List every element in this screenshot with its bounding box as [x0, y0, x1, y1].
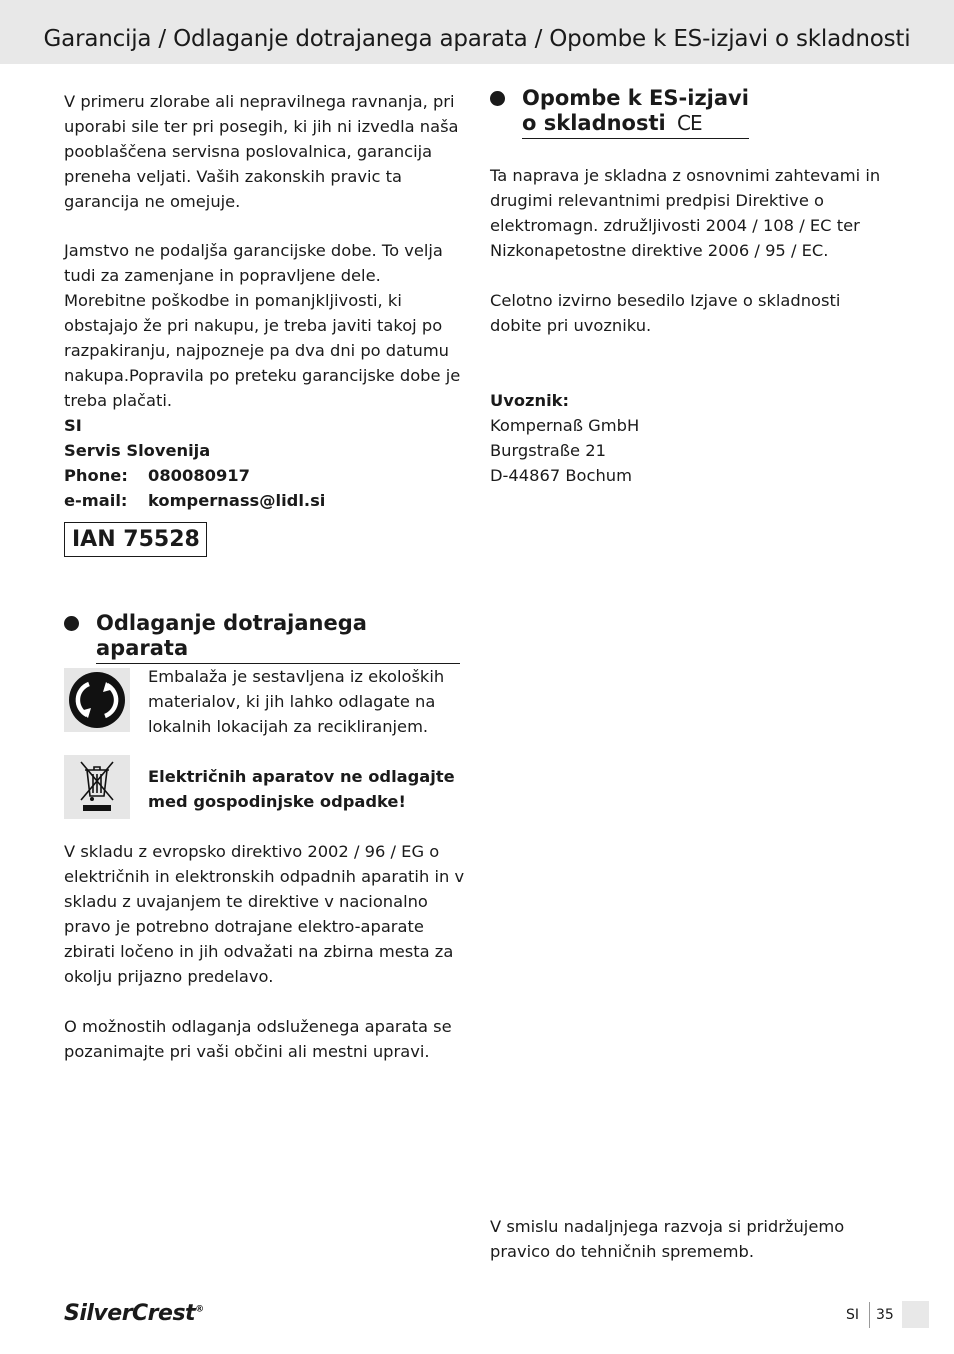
page-tab-marker: [902, 1301, 929, 1328]
contact-service-name: Servis Slovenija: [64, 441, 211, 460]
bullet-icon: [64, 616, 79, 631]
conformity-paragraph-1: Ta naprava je skladna z osnovnimi zahtevami in drugimi relevantnimi predpisi Direktive o elektromagn. združljivosti 2004 / 108 / EC ter Nizkonapetostne direktive 2006 / 95 / EC.: [490, 166, 881, 260]
service-contact-block: [64, 413, 466, 513]
page-language: SI: [846, 1307, 860, 1323]
bullet-icon: [490, 91, 505, 106]
page-header: [0, 0, 954, 64]
contact-email-value: kompernass@lidl.si: [148, 491, 326, 510]
importer-block: [490, 388, 894, 488]
disposal-paragraph-1: V skladu z evropsko direktivo 2002 / 96 / EG o električnih in elektronskih odpadnih aparatih in v skladu z uvajanjem te direktive v nacionalno pravo je potrebno dotrajane elektro-aparate zbirati ločeno in jih odvažati na zbirna mesta za okolju prijazno predelavo.: [64, 842, 465, 986]
silvercrest-logo: SilverCrest®: [64, 1301, 204, 1326]
ian-number-box: IAN 75528: [64, 522, 207, 557]
page-separator: [869, 1302, 870, 1328]
contact-email-row: [64, 488, 466, 513]
technical-changes-note: V smislu nadaljnjega razvoja si pridržujemo pravico do tehničnih sprememb.: [490, 1217, 845, 1261]
crossed-out-wheelie-bin-icon: [64, 755, 130, 819]
disposal-paragraph-2: O možnostih odlaganja odsluženega aparata se pozanimajte pri vaši občini ali mestni upravi.: [64, 1017, 452, 1061]
warranty-paragraph-2: Jamstvo ne podaljša garancijske dobe. To velja tudi za zamenjane in popravljene dele. Morebitne poškodbe in pomanjkljivosti, ki obstajajo že pri nakupu, je treba javiti takoj po razpakiranju, najpozneje pa dva dni po datumu nakupa.Popravila po preteku garancijske dobe je treba plačati.: [64, 241, 461, 410]
conformity-paragraph-2: Celotno izvirno besedilo Izjave o skladnosti dobite pri uvozniku.: [490, 291, 841, 335]
importer-city: D-44867 Bochum: [490, 466, 632, 485]
packaging-recycling-text: Embalaža je sestavljena iz ekoloških materialov, ki jih lahko odlagate na lokalnih lokacijah za recikliranjem.: [148, 667, 445, 736]
contact-phone-row: [64, 463, 466, 488]
green-dot-recycling-icon: [64, 668, 130, 732]
page-title: Garancija / Odlaganje dotrajanega aparata / Opombe k ES-izjavi o skladnosti: [43, 26, 911, 52]
importer-street: Burgstraße 21: [490, 441, 606, 460]
contact-country: SI: [64, 416, 82, 435]
contact-email-label: e-mail:: [64, 491, 128, 510]
ce-mark-icon: CE: [677, 111, 702, 135]
contact-phone-label: Phone:: [64, 466, 128, 485]
weee-warning-text: Električnih aparatov ne odlagajte med gospodinjske odpadke!: [148, 767, 455, 811]
conformity-heading: Opombe k ES-izjavi o skladnosti CE: [490, 86, 749, 139]
warranty-paragraph-1: V primeru zlorabe ali nepravilnega ravnanja, pri uporabi sile ter pri posegih, ki jih ni izvedla naša pooblaščena servisna poslovalnica, garancija preneha veljati. Vaših zakonskih pravic ta garancija ne omejuje.: [64, 92, 459, 211]
page-number: 35: [876, 1307, 894, 1323]
importer-label: Uvoznik:: [490, 391, 570, 410]
disposal-heading: Odlaganje dotrajanega aparata: [64, 611, 460, 664]
contact-phone-value: 080080917: [148, 466, 250, 485]
importer-company: Kompernaß GmbH: [490, 416, 640, 435]
